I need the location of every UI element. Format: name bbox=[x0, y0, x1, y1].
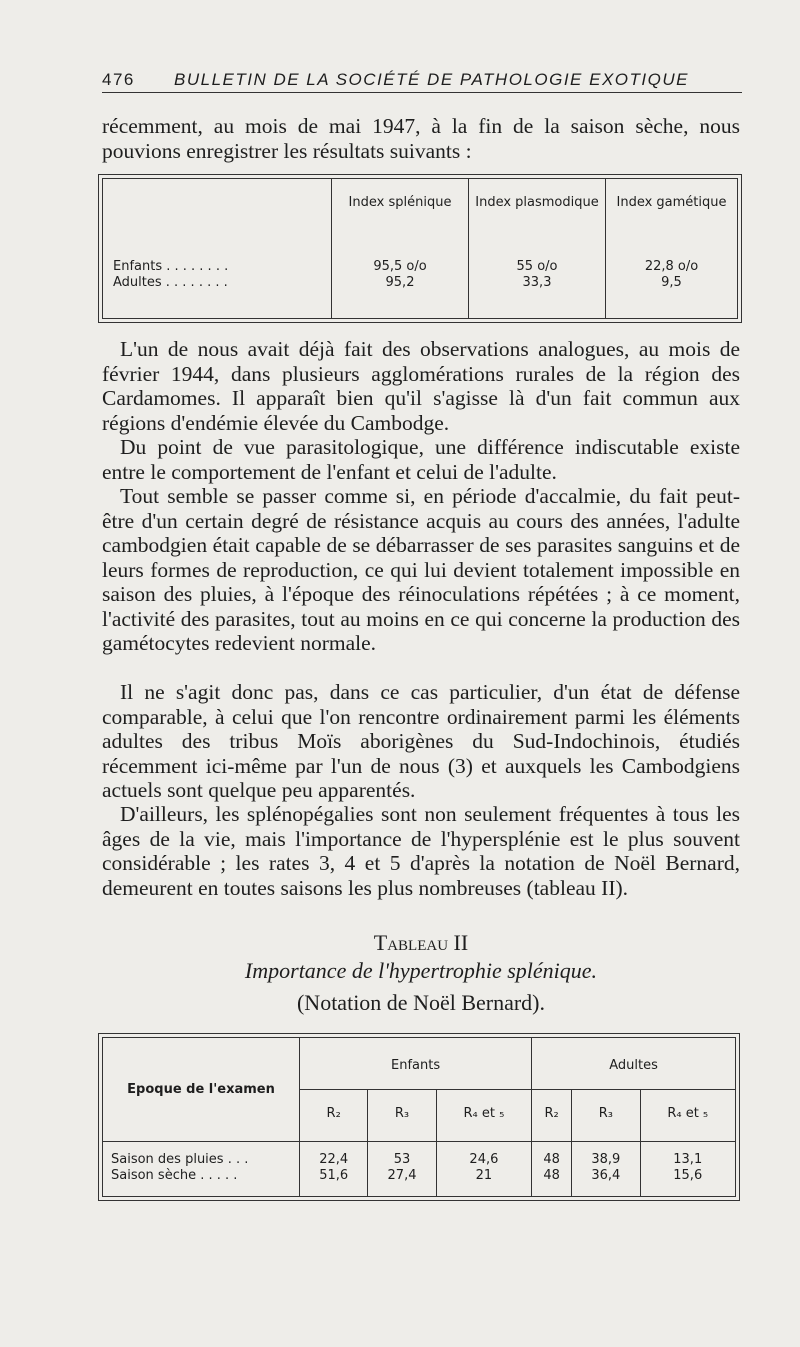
t2-cell: 22,4 bbox=[319, 1152, 349, 1167]
t2-group-enfants: Enfants bbox=[300, 1038, 532, 1090]
t2-sub: R₄ et ₅ bbox=[436, 1090, 531, 1142]
t2-cell: 27,4 bbox=[387, 1168, 417, 1183]
t1-cell: 9,5 bbox=[661, 274, 682, 290]
t1-cell: 55 o/o bbox=[516, 258, 558, 274]
t1-row-label: Adultes . . . . . . . . bbox=[113, 274, 228, 290]
t2-cell: 13,1 bbox=[673, 1152, 703, 1167]
t1-cell: 33,3 bbox=[522, 274, 552, 290]
t2-cell: 38,9 bbox=[591, 1152, 621, 1167]
intro-paragraph: récemment, au mois de mai 1947, à la fin de la saison sèche, nous pouvions enregistrer les résultats suivants : bbox=[102, 114, 740, 163]
t2-cell: 24,6 bbox=[469, 1152, 499, 1167]
t2-sub: R₄ et ₅ bbox=[640, 1090, 736, 1142]
t2-col-label: Epoque de l'examen bbox=[103, 1038, 300, 1142]
body-paragraph: D'ailleurs, les splénopégalies sont non seulement fréquentes à tous les âges de la vie, mais l'importance de l'hypersplénie est le plus souvent considérable ; les rates 3, 4 et 5 d'après la notation de Noël Bernard, demeurent en toutes saisons les plus nombreuses (tableau II). bbox=[102, 802, 740, 900]
page-number: 476 bbox=[102, 70, 135, 89]
t2-cell: 15,6 bbox=[673, 1168, 703, 1183]
t2-group-adultes: Adultes bbox=[532, 1038, 736, 1090]
t2-cell: 48 bbox=[543, 1168, 560, 1183]
t2-cell: 21 bbox=[475, 1168, 493, 1183]
t1-row-label: Enfants . . . . . . . . bbox=[113, 258, 229, 274]
body-paragraph: Il ne s'agit donc pas, dans ce cas particulier, d'un état de défense comparable, à celui que l'on rencontre ordinairement parmi les éléments adultes des tribus Moïs aborigènes du Sud-Indochinois, étudiés récemment ici-même par l'un de nous (3) et auxquels les Cambodgiens actuels sont quelque peu apparentés. bbox=[102, 680, 740, 802]
body-paragraph: Du point de vue parasitologique, une différence indiscutable existe entre le comportement de l'enfant et celui de l'adulte. bbox=[102, 435, 740, 484]
body-paragraph: L'un de nous avait déjà fait des observations analogues, au mois de février 1944, dans plusieurs agglomérations rurales de la région des Cardamomes. Il apparaît bien qu'il s'agisse là d'un fait commun aux régions d'endémie élevée du Cambodge. bbox=[102, 337, 740, 435]
t2-sub: R₃ bbox=[368, 1090, 436, 1142]
t1-cell: 95,5 o/o bbox=[373, 258, 427, 274]
results-table bbox=[102, 178, 738, 319]
running-header bbox=[102, 68, 742, 93]
t1-cell: 22,8 o/o bbox=[644, 258, 699, 274]
t2-sub: R₂ bbox=[300, 1090, 368, 1142]
spleen-table bbox=[102, 1037, 736, 1197]
t2-cell: 48 bbox=[543, 1152, 560, 1167]
t1-header-3: Index gamétique bbox=[616, 195, 727, 210]
table-title: Tableau II bbox=[373, 930, 469, 955]
running-title: BULLETIN DE LA SOCIÉTÉ DE PATHOLOGIE EXOTIQUE bbox=[174, 70, 689, 89]
t2-cell: 51,6 bbox=[319, 1168, 349, 1183]
body-paragraph: Tout semble se passer comme si, en période d'accalmie, du fait peut-être d'un certain degré de résistance acquis au cours des années, l'adulte cambodgien était capable de se débarrasser de ses parasites sanguins et de leurs formes de reproduction, ce qui lui devient totalement impossible en saison des pluies, à l'époque des réinoculations répétées ; à ce moment, l'activité des parasites, tout au moins en ce qui concerne la production des gamétocytes redevient normale. bbox=[102, 484, 740, 655]
t2-cell: 53 bbox=[393, 1152, 411, 1167]
t2-row-label: Saison des pluies . . . bbox=[111, 1152, 249, 1167]
table-notation: (Notation de Noël Bernard). bbox=[296, 990, 546, 1015]
t1-header-2: Index plasmodique bbox=[469, 179, 606, 245]
t2-sub: R₂ bbox=[532, 1090, 572, 1142]
table-subtitle: Importance de l'hypertrophie splénique. bbox=[244, 958, 598, 983]
t1-cell: 95,2 bbox=[385, 274, 415, 290]
t2-row-label: Saison sèche . . . . . bbox=[111, 1168, 238, 1183]
t2-cell: 36,4 bbox=[591, 1168, 621, 1183]
t1-header-1: Index splénique bbox=[332, 179, 469, 245]
t2-sub: R₃ bbox=[572, 1090, 640, 1142]
